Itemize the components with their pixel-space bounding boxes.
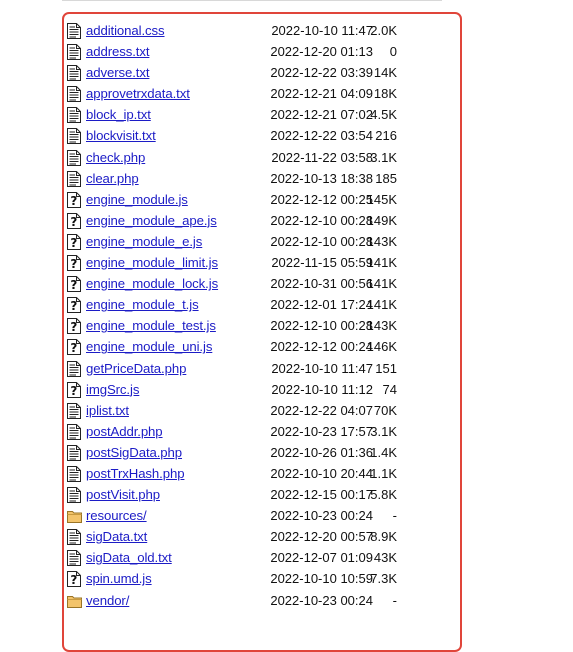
file-size: 141K xyxy=(366,297,397,313)
unknown-file-icon xyxy=(67,276,81,292)
unknown-file-icon xyxy=(67,213,81,229)
file-link[interactable]: postTrxHash.php xyxy=(86,465,185,481)
text-file-icon xyxy=(67,424,81,440)
file-size: 7.3K xyxy=(370,571,397,587)
file-link[interactable]: postSigData.php xyxy=(86,444,183,460)
file-size: 141K xyxy=(366,255,397,271)
file-link[interactable]: engine_module_lock.js xyxy=(86,276,219,292)
file-row xyxy=(67,295,457,316)
file-link[interactable]: check.php xyxy=(86,149,146,165)
unknown-file-icon xyxy=(67,192,81,208)
file-row xyxy=(67,42,457,63)
file-modified: 2022-10-10 11:47 xyxy=(271,23,373,38)
file-size: 5.8K xyxy=(370,487,397,503)
svg-text:?: ? xyxy=(70,573,78,588)
file-link[interactable]: engine_module_limit.js xyxy=(86,255,218,271)
file-row xyxy=(67,548,457,569)
unknown-file-icon xyxy=(67,234,81,250)
file-size: 149K xyxy=(366,212,397,228)
unknown-file-icon xyxy=(67,297,81,313)
directory-listing xyxy=(67,21,457,612)
file-modified: 2022-12-21 07:02 xyxy=(270,107,373,123)
file-size: 216 xyxy=(375,128,397,144)
file-size: 146K xyxy=(366,339,397,355)
file-size: 2.0K xyxy=(370,23,397,38)
file-size: 143K xyxy=(366,233,397,249)
file-link[interactable]: additional.css xyxy=(86,23,165,38)
file-size: 74 xyxy=(382,381,397,397)
svg-text:?: ? xyxy=(70,256,78,271)
file-link[interactable]: engine_module_uni.js xyxy=(86,339,213,355)
file-size: 70K xyxy=(373,402,397,418)
file-link[interactable]: getPriceData.php xyxy=(86,360,187,376)
file-modified: 2022-10-23 00:24 xyxy=(270,592,373,608)
file-modified: 2022-12-22 04:07 xyxy=(270,402,373,418)
file-link[interactable]: resources/ xyxy=(86,508,147,524)
file-modified: 2022-10-26 01:36 xyxy=(270,444,373,460)
file-modified: 2022-12-07 01:09 xyxy=(270,550,373,566)
file-row xyxy=(67,485,457,506)
file-row xyxy=(67,401,457,422)
text-file-icon xyxy=(67,23,81,39)
file-row xyxy=(67,569,457,590)
file-modified: 2022-12-10 00:28 xyxy=(270,318,373,334)
file-modified: 2022-12-12 00:25 xyxy=(270,191,373,207)
file-modified: 2022-12-20 01:13 xyxy=(270,44,373,60)
file-link[interactable]: spin.umd.js xyxy=(86,571,152,587)
text-file-icon xyxy=(67,445,81,461)
text-file-icon xyxy=(67,128,81,144)
text-file-icon xyxy=(67,529,81,545)
file-row xyxy=(67,105,457,126)
file-modified: 2022-12-01 17:24 xyxy=(270,297,373,313)
text-file-icon xyxy=(67,171,81,187)
file-row xyxy=(67,84,457,105)
unknown-file-icon xyxy=(67,571,81,587)
file-modified: 2022-10-23 00:24 xyxy=(270,508,373,524)
text-file-icon xyxy=(67,403,81,419)
file-row xyxy=(67,359,457,380)
file-link[interactable]: engine_module_e.js xyxy=(86,233,203,249)
unknown-file-icon xyxy=(67,382,81,398)
file-row xyxy=(67,506,457,527)
svg-text:?: ? xyxy=(70,277,78,292)
file-row xyxy=(67,63,457,84)
file-modified: 2022-12-12 00:24 xyxy=(270,339,373,355)
file-link[interactable]: sigData.txt xyxy=(86,529,148,545)
file-link[interactable]: adverse.txt xyxy=(86,65,150,81)
text-file-icon xyxy=(67,44,81,60)
file-link[interactable]: sigData_old.txt xyxy=(86,550,172,566)
file-size: 143K xyxy=(366,318,397,334)
file-link[interactable]: engine_module_t.js xyxy=(86,297,199,313)
unknown-file-icon xyxy=(67,318,81,334)
file-row xyxy=(67,211,457,232)
text-file-icon xyxy=(67,550,81,566)
file-row xyxy=(67,190,457,211)
file-row xyxy=(67,126,457,147)
text-file-icon xyxy=(67,361,81,377)
top-divider xyxy=(62,0,442,1)
folder-icon xyxy=(67,594,81,610)
file-size: 1.4K xyxy=(370,444,397,460)
file-size: 3.1K xyxy=(370,149,397,165)
file-modified: 2022-12-20 00:57 xyxy=(270,529,373,545)
svg-text:?: ? xyxy=(70,214,78,229)
file-size: 8.9K xyxy=(370,529,397,545)
file-modified: 2022-12-10 00:28 xyxy=(270,233,373,249)
file-row xyxy=(67,443,457,464)
file-row xyxy=(67,380,457,401)
file-modified: 2022-12-22 03:54 xyxy=(270,128,373,144)
file-size: 1.1K xyxy=(370,465,397,481)
svg-text:?: ? xyxy=(70,235,78,250)
text-file-icon xyxy=(67,150,81,166)
file-link[interactable]: block_ip.txt xyxy=(86,107,151,123)
file-link[interactable]: clear.php xyxy=(86,170,139,186)
text-file-icon xyxy=(67,107,81,123)
svg-text:?: ? xyxy=(70,383,78,398)
file-modified: 2022-10-31 00:56 xyxy=(270,276,373,292)
text-file-icon xyxy=(67,86,81,102)
file-link[interactable]: postVisit.php xyxy=(86,487,160,503)
file-row xyxy=(67,591,457,612)
svg-text:?: ? xyxy=(70,193,78,208)
svg-text:?: ? xyxy=(70,320,78,335)
file-size: 43K xyxy=(373,550,397,566)
file-modified: 2022-10-23 17:57 xyxy=(270,423,373,439)
svg-text:?: ? xyxy=(70,341,78,356)
file-link[interactable]: engine_module.js xyxy=(86,191,188,207)
text-file-icon xyxy=(67,65,81,81)
unknown-file-icon xyxy=(67,255,81,271)
file-row xyxy=(67,464,457,485)
file-link[interactable]: approvetrxdata.txt xyxy=(86,86,190,102)
file-modified: 2022-10-10 11:12 xyxy=(271,381,373,397)
file-link[interactable]: engine_module_test.js xyxy=(86,318,216,334)
file-link[interactable]: postAddr.php xyxy=(86,423,163,439)
text-file-icon xyxy=(67,487,81,503)
file-size: 18K xyxy=(373,86,397,102)
file-row xyxy=(67,148,457,169)
file-size: 3.1K xyxy=(370,423,397,439)
file-row xyxy=(67,316,457,337)
file-modified: 2022-11-15 05:59 xyxy=(271,255,373,271)
file-size: 0 xyxy=(389,44,397,60)
file-link[interactable]: address.txt xyxy=(86,44,150,60)
file-modified: 2022-12-21 04:09 xyxy=(270,86,373,102)
svg-text:?: ? xyxy=(70,299,78,314)
file-size: 185 xyxy=(375,170,397,186)
file-modified: 2022-10-10 10:59 xyxy=(270,571,373,587)
file-row xyxy=(67,422,457,443)
file-modified: 2022-12-10 00:28 xyxy=(270,212,373,228)
file-row xyxy=(67,232,457,253)
file-size: 145K xyxy=(366,191,397,207)
file-link[interactable]: iplist.txt xyxy=(86,402,129,418)
file-row xyxy=(67,169,457,190)
file-size: 141K xyxy=(366,276,397,292)
file-size: - xyxy=(392,592,397,608)
file-row xyxy=(67,253,457,274)
file-row xyxy=(67,337,457,358)
file-modified: 2022-12-22 03:39 xyxy=(270,65,373,81)
file-modified: 2022-10-13 18:38 xyxy=(270,170,373,186)
file-size: 4.5K xyxy=(370,107,397,123)
file-size: - xyxy=(392,508,397,524)
file-modified: 2022-12-15 00:17 xyxy=(270,487,373,503)
file-link[interactable]: engine_module_ape.js xyxy=(86,212,217,228)
file-modified: 2022-11-22 03:58 xyxy=(271,149,373,165)
folder-icon xyxy=(67,509,81,525)
file-link[interactable]: vendor/ xyxy=(86,592,130,608)
file-size: 151 xyxy=(375,360,397,376)
file-size: 14K xyxy=(373,65,397,81)
file-modified: 2022-10-10 11:47 xyxy=(271,360,373,376)
file-row xyxy=(67,527,457,548)
file-link[interactable]: blockvisit.txt xyxy=(86,128,156,144)
text-file-icon xyxy=(67,466,81,482)
file-modified: 2022-10-10 20:44 xyxy=(270,465,373,481)
file-row xyxy=(67,21,457,42)
file-row xyxy=(67,274,457,295)
file-link[interactable]: imgSrc.js xyxy=(86,381,140,397)
unknown-file-icon xyxy=(67,339,81,355)
